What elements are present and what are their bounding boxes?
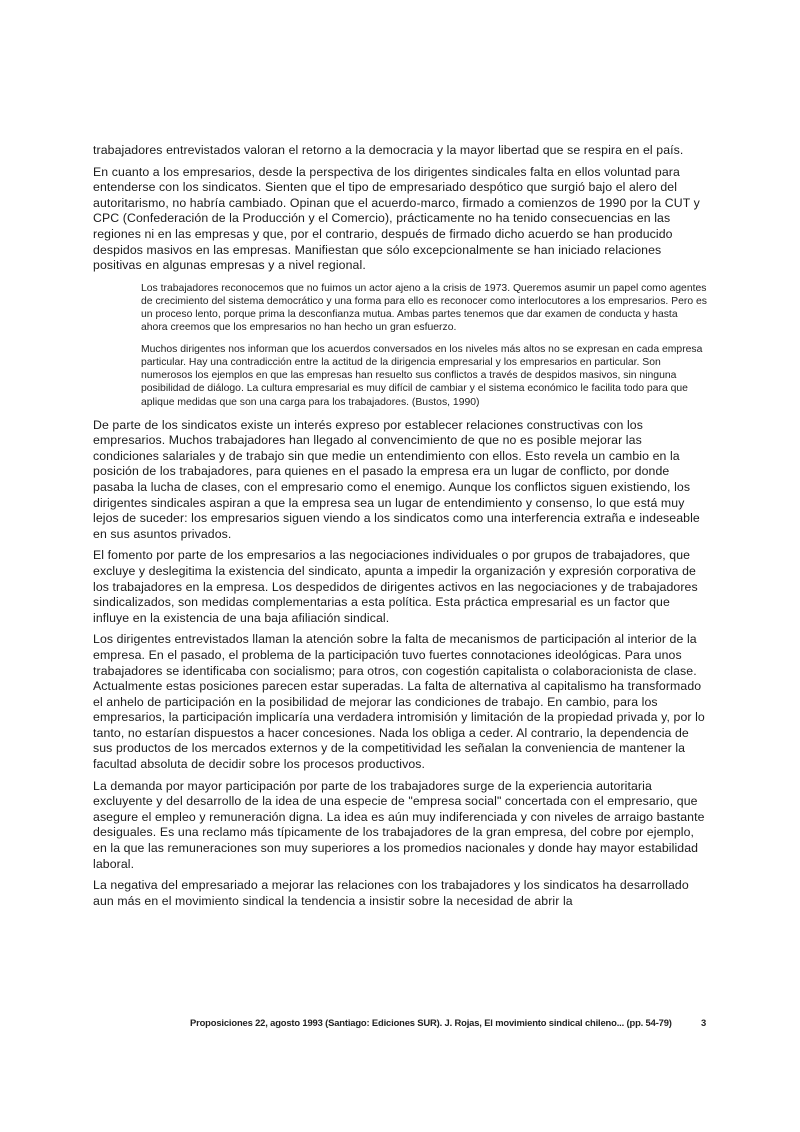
footer-citation: Proposiciones 22, agosto 1993 (Santiago: Ediciones SUR). J. Rojas, El movimiento sindical chileno... (pp. 54-79) bbox=[190, 1017, 672, 1028]
body-paragraph: trabajadores entrevistados valoran el retorno a la democracia y la mayor libertad que se respira en el país. bbox=[93, 143, 684, 157]
block-quote bbox=[141, 282, 707, 409]
quote-paragraph: Los trabajadores reconocemos que no fuimos un actor ajeno a la crisis de 1973. Queremos asumir un papel como agentes de crecimiento del sistema democrático y una forma para ello es reconocer como interlocutores a los empresarios. Pero es un proceso lento, porque prima la desconfianza mutua. Ambas partes tenemos que dar examen de conducta y hasta ahora creemos que los empresarios no han hecho un gran esfuerzo. bbox=[141, 282, 707, 334]
body-paragraph: En cuanto a los empresarios, desde la perspectiva de los dirigentes sindicales falta en ellos voluntad para entenderse con los sindicatos. Sienten que el tipo de empresariado despótico que surgió bajo el alero del autoritarismo, no habría cambiado. Opinan que el acuerdo-marco, firmado a comienzos de 1990 por la CUT y CPC (Confederación de la Producción y el Comercio), prácticamente no ha tenido consecuencias en las regiones ni en las empresas y que, por el contrario, después de firmado dicho acuerdo se han producido despidos masivos en las empresas. Manifiestan que sólo excepcionalmente se han iniciado relaciones positivas en algunas empresas y a nivel regional. bbox=[93, 164, 700, 273]
body-paragraph: Los dirigentes entrevistados llaman la atención sobre la falta de mecanismos de participación al interior de la empresa. En el pasado, el problema de la participación tuvo fuertes connotaciones ideológicas. Para unos trabajadores se identificaba con socialismo; para otros, con cogestión capitalista o colaboracionista de clase. Actualmente estas posiciones parecen estar superadas. La falta de alternativa al capitalismo ha transformado el anhelo de participación en la posibilidad de mejorar las condiciones de trabajo. En cambio, para los empresarios, la participación implicaría una verdadera intromisión y limitación de la propiedad privada y, por lo tanto, no estarían dispuestos a hacer concesiones. Nada los obliga a ceder. Al contrario, la dependencia de sus productos de los mercados externos y de la competitividad les señalan la conveniencia de mantener la facultad absoluta de decidir sobre los procesos productivos. bbox=[93, 632, 705, 772]
document-body bbox=[93, 143, 705, 915]
body-paragraph: La demanda por mayor participación por parte de los trabajadores surge de la experiencia autoritaria excluyente y del desarrollo de la idea de una especie de "empresa social" concertada con el empresario, que asegure el empleo y remuneración digna. La idea es aún muy indiferenciada y con niveles de arraigo bastante desiguales. Es una reclamo más típicamente de los trabajadores de la gran empresa, del cobre por ejemplo, en la que las remuneraciones son muy superiores a los promedios nacionales y donde hay mayor estabilidad laboral. bbox=[93, 778, 705, 871]
body-paragraph: De parte de los sindicatos existe un interés expreso por establecer relaciones constructivas con los empresarios. Muchos trabajadores han llegado al convencimiento de que no es posible mejorar las condiciones salariales y de trabajo sin que medie un entendimiento con ellos. Esto revela un cambio en la posición de los trabajadores, para quienes en el pasado la empresa era un lugar de conflicto, por donde pasaba la lucha de clases, con el empresario como el enemigo. Aunque los conflictos siguen existiendo, los dirigentes sindicales aspiran a que la empresa sea un lugar de entendimiento y consenso, lo que está muy lejos de suceder: los empresarios siguen viendo a los sindicatos como una interferencia extraña e indeseable en sus asuntos privados. bbox=[93, 417, 700, 541]
body-paragraph: La negativa del empresariado a mejorar las relaciones con los trabajadores y los sindicatos ha desarrollado aun más en el movimiento sindical la tendencia a insistir sobre la necesidad de abrir la bbox=[93, 878, 689, 908]
page-number: 3 bbox=[701, 1017, 707, 1028]
body-paragraph: El fomento por parte de los empresarios a las negociaciones individuales o por grupos de trabajadores, que excluye y deslegitima la existencia del sindicato, apunta a impedir la organización y expresión corporativa de los trabajadores en la empresa. Los despedidos de dirigentes activos en las negociaciones y de trabajadores sindicalizados, son medidas complementarias a esta política. Esta práctica empresarial es un factor que influye en la existencia de una baja afiliación sindical. bbox=[93, 548, 698, 625]
quote-paragraph: Muchos dirigentes nos informan que los acuerdos conversados en los niveles más altos no se expresan en cada empresa particular. Hay una contradicción entre la actitud de la dirigencia empresarial y los empresarios en particular. Son numerosos los ejemplos en que las empresas han resuelto sus conflictos a través de despidos masivos, sin ninguna posibilidad de diálogo. La cultura empresarial es muy difícil de cambiar y el sistema económico le facilita todo para que aplique medidas que son una carga para los trabajadores. (Bustos, 1990) bbox=[141, 344, 703, 408]
